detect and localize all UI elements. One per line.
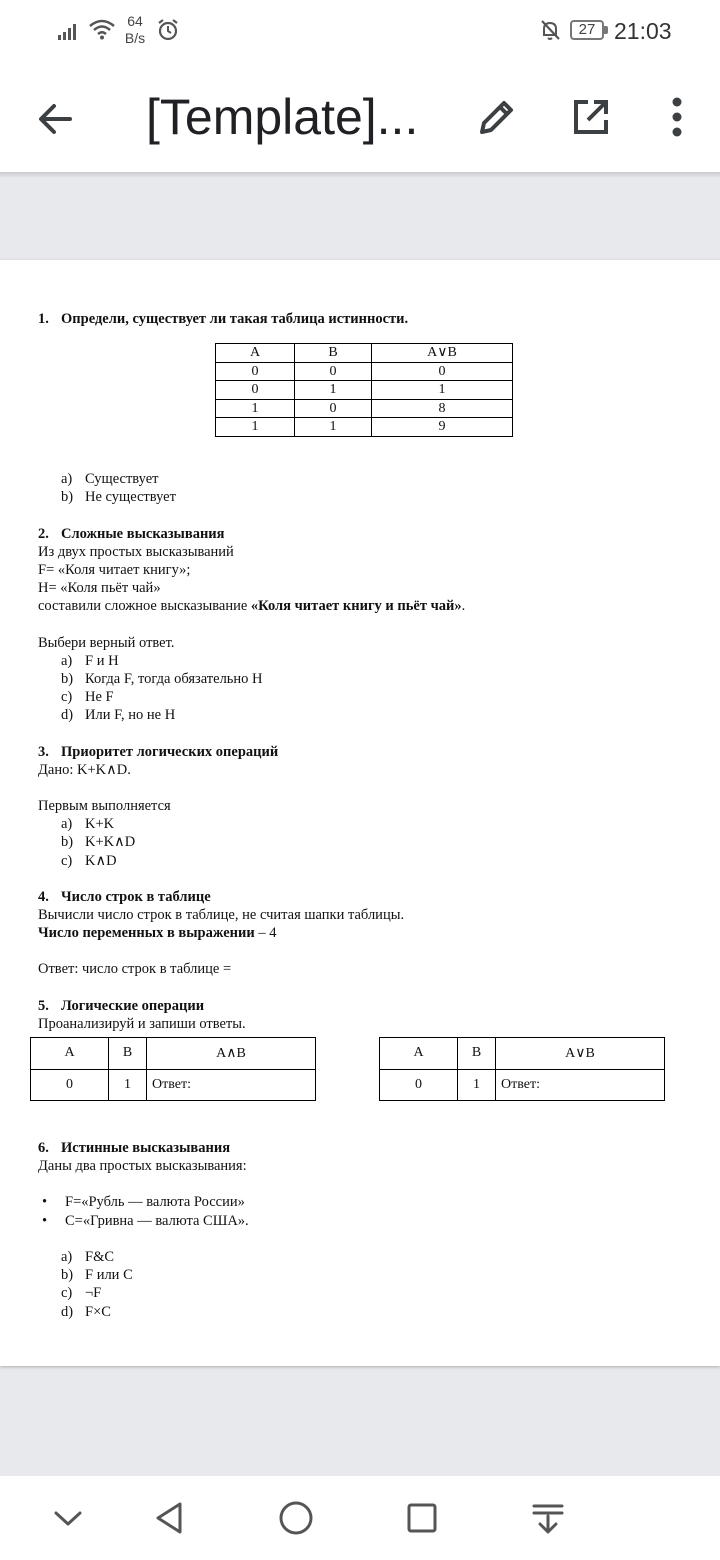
network-speed-value: 64 xyxy=(127,13,143,29)
document-page xyxy=(0,260,720,1366)
text-line: Число переменных в выражении – 4 xyxy=(38,925,277,942)
list-item: • C=«Гривна — валюта США». xyxy=(42,1212,249,1229)
answer-cell: Ответ: xyxy=(147,1069,316,1101)
question-1-title: 1. Определи, существует ли такая таблица истинности. xyxy=(38,311,409,327)
back-triangle-icon[interactable] xyxy=(150,1498,190,1538)
network-speed xyxy=(122,13,148,47)
table-header: A∧B xyxy=(147,1038,316,1070)
list-item: c) ¬F xyxy=(61,1285,102,1302)
list-item: • F=«Рубль — валюта России» xyxy=(42,1194,245,1211)
table-row xyxy=(380,1069,665,1101)
table-cell: 1 xyxy=(216,399,295,418)
battery-level: 27 xyxy=(578,21,596,38)
table-cell: 1 xyxy=(216,418,295,437)
system-nav-bar xyxy=(0,1476,720,1560)
table-row xyxy=(216,399,513,418)
list-item: d) F×C xyxy=(61,1303,111,1320)
table-cell: 1 xyxy=(109,1069,147,1101)
download-menu-icon[interactable] xyxy=(528,1498,568,1538)
home-circle-icon[interactable] xyxy=(276,1498,316,1538)
table-header: B xyxy=(458,1038,496,1070)
table-header: A∨B xyxy=(372,344,513,363)
table-cell: 0 xyxy=(295,399,372,418)
list-item: c) K∧D xyxy=(61,852,117,869)
truth-table-and xyxy=(30,1037,316,1101)
question-2-title: 2. Сложные высказывания xyxy=(38,525,225,542)
answer-line: Ответ: число строк в таблице = xyxy=(38,961,232,978)
back-arrow-icon[interactable] xyxy=(30,94,80,144)
table-row xyxy=(216,418,513,437)
table-header: B xyxy=(109,1038,147,1070)
pencil-icon[interactable] xyxy=(472,92,522,142)
alarm-icon xyxy=(156,18,180,42)
clock: 21:03 xyxy=(614,18,672,44)
text-line: Из двух простых высказываний xyxy=(38,543,234,560)
truth-table-or xyxy=(379,1037,665,1101)
status-bar xyxy=(0,0,720,62)
wifi-icon xyxy=(88,18,116,40)
question-5-title: 5. Логические операции xyxy=(38,997,205,1014)
text-line: составили сложное высказывание «Коля читает книгу и пьёт чай». xyxy=(38,598,466,615)
text-line: F= «Коля читает книгу»; xyxy=(38,562,191,579)
table-cell: 0 xyxy=(380,1069,458,1101)
table-cell: 1 xyxy=(295,381,372,400)
table-header: A xyxy=(216,344,295,363)
table-row xyxy=(31,1069,316,1101)
table-cell: 1 xyxy=(372,381,513,400)
text-line: Даны два простых высказывания: xyxy=(38,1158,247,1175)
text-line: Проанализируй и запиши ответы. xyxy=(38,1015,246,1032)
text-line: Первым выполняется xyxy=(38,798,171,815)
more-vert-icon[interactable] xyxy=(662,92,692,142)
table-cell: 8 xyxy=(372,399,513,418)
recents-square-icon[interactable] xyxy=(402,1498,442,1538)
table-header: A∨B xyxy=(496,1038,665,1070)
truth-table-q1 xyxy=(215,343,513,437)
table-cell: 9 xyxy=(372,418,513,437)
list-item: b) Когда F, тогда обязательно H xyxy=(61,671,263,688)
collapse-chevron-icon[interactable] xyxy=(48,1498,88,1538)
question-3-title: 3. Приоритет логических операций xyxy=(38,743,279,760)
notifications-off-icon xyxy=(538,18,562,42)
table-cell: 0 xyxy=(31,1069,109,1101)
table-cell: 0 xyxy=(372,362,513,381)
list-item: c) Не F xyxy=(61,689,114,706)
list-item: b) K+K∧D xyxy=(61,834,136,851)
document-content xyxy=(38,310,688,1321)
table-cell: 0 xyxy=(295,362,372,381)
list-item: a) F&C xyxy=(61,1248,115,1265)
list-item: d) Или F, но не H xyxy=(61,707,176,724)
table-header: A xyxy=(31,1038,109,1070)
table-cell: 0 xyxy=(216,362,295,381)
text-line: Выбери верный ответ. xyxy=(38,634,175,651)
text-line: H= «Коля пьёт чай» xyxy=(38,580,161,597)
document-viewer[interactable] xyxy=(0,172,720,1476)
document-title: [Template]... xyxy=(146,89,419,145)
table-cell: 1 xyxy=(295,418,372,437)
table-row xyxy=(216,381,513,400)
app-bar xyxy=(0,62,720,172)
signal-icon xyxy=(58,22,80,40)
table-cell: 1 xyxy=(458,1069,496,1101)
table-row xyxy=(216,362,513,381)
question-4-title: 4. Число строк в таблице xyxy=(38,888,211,905)
list-item: a) Существует xyxy=(61,471,159,488)
text-line: Вычисли число строк в таблице, не считая шапки таблицы. xyxy=(38,907,405,924)
table-cell: 0 xyxy=(216,381,295,400)
list-item: b) Не существует xyxy=(61,489,176,506)
list-item: a) F и H xyxy=(61,652,119,669)
list-item: b) F или C xyxy=(61,1267,133,1284)
open-external-icon[interactable] xyxy=(566,92,616,142)
table-header: A xyxy=(380,1038,458,1070)
list-item: a) K+K xyxy=(61,816,115,833)
question-6-title: 6. Истинные высказывания xyxy=(38,1140,231,1157)
text-line: Дано: K+K∧D. xyxy=(38,761,131,778)
answer-cell: Ответ: xyxy=(496,1069,665,1101)
battery-icon xyxy=(570,19,610,41)
table-header: B xyxy=(295,344,372,363)
network-speed-unit: B/s xyxy=(124,30,146,46)
